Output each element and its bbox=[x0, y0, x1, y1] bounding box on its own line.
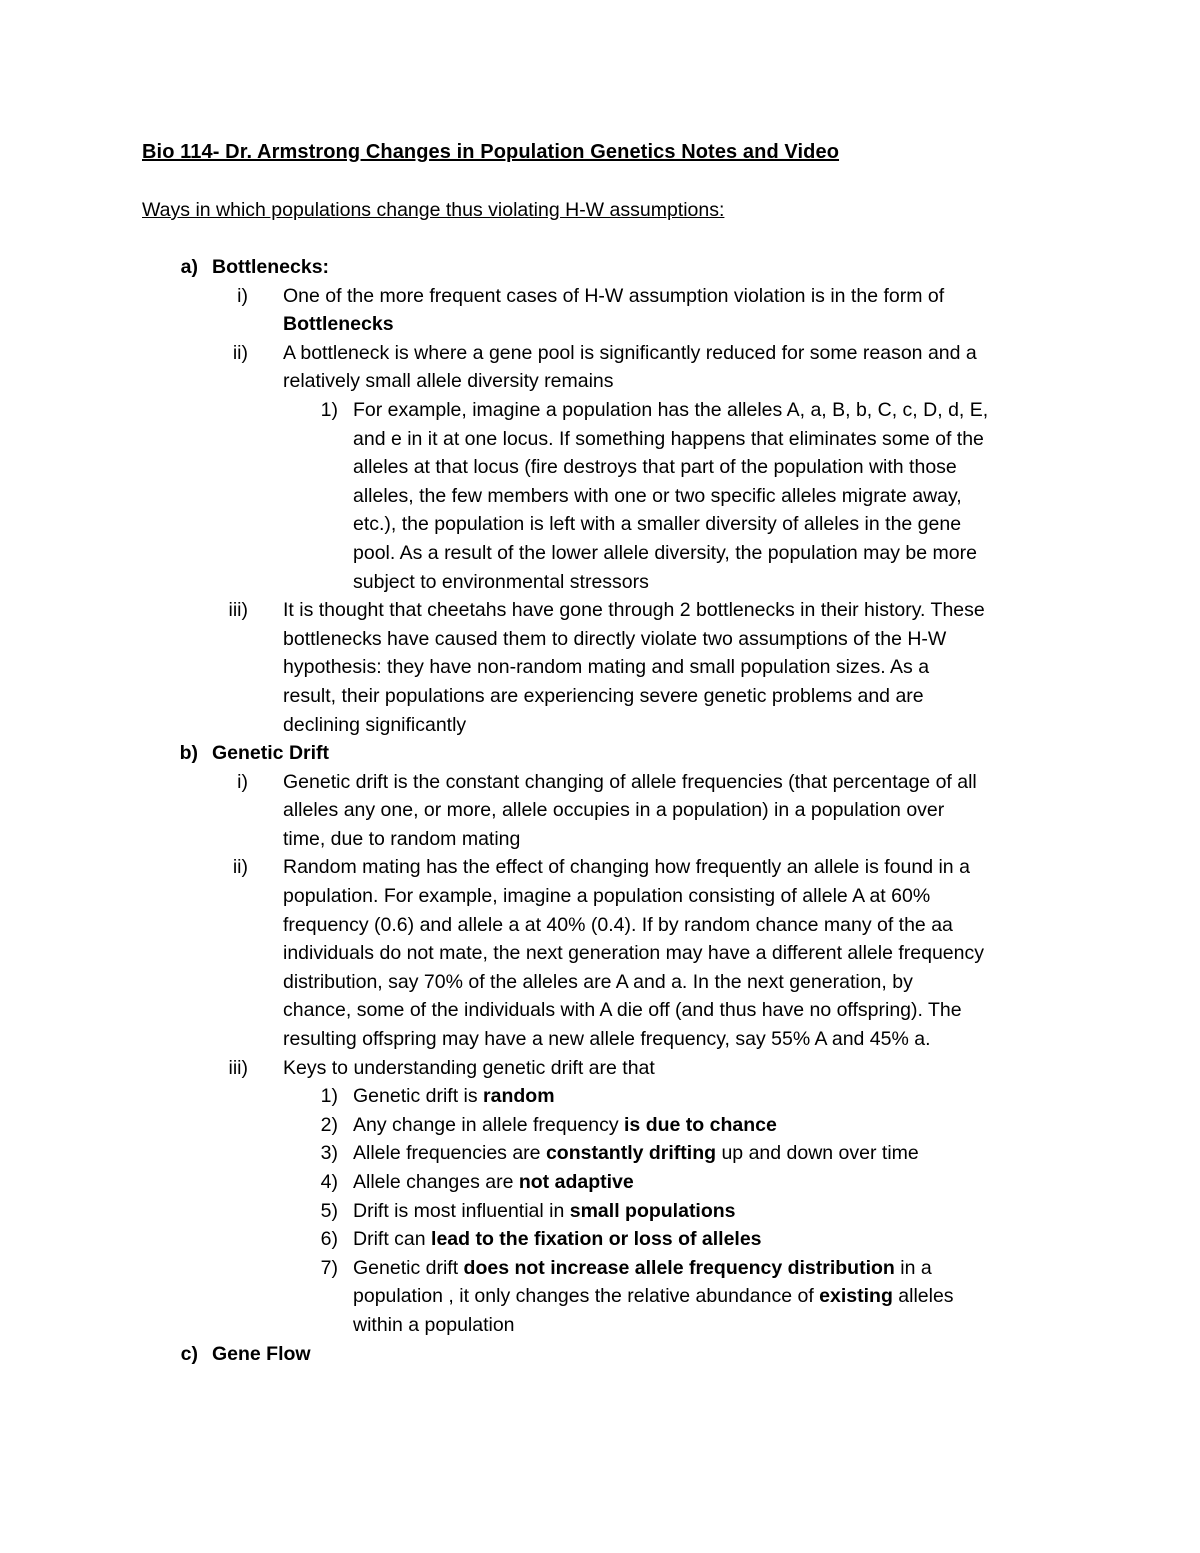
list-text: alleles any one, or more, allele occupies in a population) in a population over bbox=[283, 799, 945, 822]
list-item-continuation bbox=[0, 968, 1200, 997]
section-marker: b) bbox=[179, 742, 198, 765]
list-item bbox=[0, 339, 1200, 368]
key-item bbox=[0, 1111, 1200, 1140]
key-text: within a population bbox=[353, 1313, 515, 1336]
key-text-pre: Drift is most influential in bbox=[353, 1199, 570, 1222]
key-text-pre: Genetic drift bbox=[353, 1256, 464, 1279]
list-text: time, due to random mating bbox=[283, 827, 521, 850]
section-marker: a) bbox=[180, 256, 198, 278]
key-text bbox=[353, 1168, 634, 1197]
list-text: alleles at that locus (fire destroys that part of the population with those bbox=[353, 456, 957, 479]
list-text: individuals do not mate, the next generation may have a different allele frequency bbox=[283, 942, 985, 965]
key-text bbox=[353, 1197, 736, 1226]
list-text: subject to environmental stressors bbox=[353, 570, 649, 593]
key-text-pre: Allele frequencies are bbox=[353, 1142, 546, 1165]
list-text: A bottleneck is where a gene pool is significantly reduced for some reason and a bbox=[283, 341, 977, 364]
key-text bbox=[353, 1282, 954, 1311]
list-text: resulting offspring may have a new allele frequency, say 55% A and 45% a. bbox=[283, 1028, 931, 1051]
list-text: declining significantly bbox=[283, 713, 467, 736]
list-marker: 7) bbox=[320, 1256, 338, 1279]
list-item-continuation bbox=[0, 939, 1200, 968]
list-item-continuation bbox=[0, 996, 1200, 1025]
list-item bbox=[0, 1054, 1200, 1083]
list-item-continuation bbox=[0, 367, 1200, 396]
key-text-bold: not adaptive bbox=[518, 1171, 634, 1193]
key-text-pre: population , it only changes the relative abundance of bbox=[353, 1285, 820, 1308]
list-item-continuation bbox=[0, 682, 1200, 711]
list-marker: 4) bbox=[320, 1171, 338, 1193]
list-marker: iii) bbox=[228, 1056, 248, 1079]
list-marker: ii) bbox=[232, 341, 248, 364]
bold-term: Bottlenecks bbox=[283, 313, 394, 336]
list-item-continuation bbox=[0, 453, 1200, 482]
list-text: bottlenecks have caused them to directly violate two assumptions of the H-W bbox=[283, 627, 947, 650]
list-text: relatively small allele diversity remains bbox=[283, 370, 614, 393]
key-item bbox=[0, 1254, 1200, 1283]
list-item bbox=[0, 853, 1200, 882]
key-text-post: alleles bbox=[892, 1285, 954, 1308]
key-text-pre: Drift can bbox=[353, 1228, 432, 1251]
key-item bbox=[0, 1139, 1200, 1168]
list-item-continuation bbox=[0, 796, 1200, 825]
key-text bbox=[353, 1111, 777, 1140]
key-text-post: in a bbox=[894, 1256, 932, 1279]
list-item bbox=[0, 282, 1200, 311]
list-text: For example, imagine a population has the alleles A, a, B, b, C, c, D, d, E, bbox=[353, 398, 989, 421]
list-marker: 1) bbox=[320, 1085, 338, 1108]
list-item bbox=[0, 768, 1200, 797]
list-text: chance, some of the individuals with A die off (and thus have no offspring). The bbox=[283, 999, 962, 1022]
key-text bbox=[353, 1082, 555, 1111]
key-text-bold: constantly drifting bbox=[545, 1142, 717, 1165]
list-text: frequency (0.6) and allele a at 40% (0.4). If by random chance many of the aa bbox=[283, 913, 953, 936]
list-item bbox=[0, 396, 1200, 425]
list-item-continuation bbox=[0, 539, 1200, 568]
key-text-bold: existing bbox=[819, 1285, 893, 1308]
list-text: etc.), the population is left with a smaller diversity of alleles in the gene bbox=[353, 513, 962, 536]
list-text: hypothesis: they have non-random mating and small population sizes. As a bbox=[283, 656, 930, 679]
list-marker: i) bbox=[237, 770, 248, 793]
section-b-heading bbox=[0, 739, 1200, 768]
key-item bbox=[0, 1197, 1200, 1226]
list-item-continuation bbox=[0, 711, 1200, 740]
list-marker: iii) bbox=[228, 599, 248, 622]
list-text: Genetic drift is the constant changing of allele frequencies (that percentage of all bbox=[283, 770, 977, 793]
list-marker: i) bbox=[237, 284, 248, 307]
list-item-continuation bbox=[0, 568, 1200, 597]
key-text-bold: is due to chance bbox=[624, 1113, 777, 1136]
key-item-continuation bbox=[0, 1282, 1200, 1311]
list-item-continuation bbox=[0, 310, 1200, 339]
list-text: It is thought that cheetahs have gone through 2 bottlenecks in their history. These bbox=[283, 599, 985, 622]
list-item-continuation bbox=[0, 911, 1200, 940]
list-text: Keys to understanding genetic drift are that bbox=[283, 1056, 655, 1079]
key-item bbox=[0, 1082, 1200, 1111]
list-marker: 6) bbox=[320, 1228, 338, 1251]
list-text: and e in it at one locus. If something happens that eliminates some of the bbox=[353, 427, 984, 450]
document-title: Bio 114- Dr. Armstrong Changes in Population Genetics Notes and Video bbox=[142, 141, 840, 163]
section-a-heading bbox=[0, 253, 1200, 282]
list-marker: 1) bbox=[320, 398, 338, 421]
key-text bbox=[353, 1139, 919, 1168]
list-item-continuation bbox=[0, 510, 1200, 539]
list-item-continuation bbox=[0, 825, 1200, 854]
list-text: population. For example, imagine a population consisting of allele A at 60% bbox=[283, 885, 931, 908]
key-text-bold: small populations bbox=[569, 1199, 736, 1222]
key-item bbox=[0, 1168, 1200, 1197]
list-item-continuation bbox=[0, 482, 1200, 511]
key-item bbox=[0, 1225, 1200, 1254]
list-marker: 3) bbox=[320, 1142, 338, 1165]
key-text-bold: lead to the fixation or loss of alleles bbox=[431, 1228, 762, 1251]
list-item-continuation bbox=[0, 425, 1200, 454]
key-item-continuation bbox=[0, 1311, 1200, 1340]
list-marker: 2) bbox=[320, 1113, 338, 1136]
list-item-continuation bbox=[0, 653, 1200, 682]
section-marker: c) bbox=[180, 1342, 198, 1365]
list-marker: ii) bbox=[232, 856, 248, 879]
list-text: result, their populations are experiencing severe genetic problems and are bbox=[283, 684, 924, 707]
list-text: Random mating has the effect of changing how frequently an allele is found in a bbox=[283, 856, 970, 879]
key-text bbox=[353, 1225, 762, 1254]
list-item-continuation bbox=[0, 625, 1200, 654]
document-subtitle: Ways in which populations change thus violating H-W assumptions: bbox=[142, 199, 725, 221]
key-text bbox=[353, 1254, 932, 1283]
list-item-continuation bbox=[0, 882, 1200, 911]
key-text-post: up and down over time bbox=[716, 1142, 919, 1165]
list-text: alleles, the few members with one or two specific alleles migrate away, bbox=[353, 484, 962, 507]
key-text-bold: does not increase allele frequency distribution bbox=[463, 1256, 895, 1279]
section-heading: Gene Flow bbox=[212, 1342, 311, 1365]
list-text: pool. As a result of the lower allele diversity, the population may be more bbox=[353, 541, 977, 564]
section-heading: Genetic Drift bbox=[212, 742, 330, 765]
list-item-continuation bbox=[0, 1025, 1200, 1054]
section-c-heading bbox=[0, 1340, 1200, 1369]
list-text: distribution, say 70% of the alleles are A and a. In the next generation, by bbox=[283, 970, 913, 993]
key-text-pre: Genetic drift is bbox=[353, 1085, 484, 1108]
document-body bbox=[0, 253, 1200, 1368]
key-text-pre: Any change in allele frequency bbox=[353, 1113, 625, 1136]
list-marker: 5) bbox=[320, 1199, 338, 1222]
key-text-bold: random bbox=[483, 1085, 555, 1108]
list-item bbox=[0, 596, 1200, 625]
section-heading: Bottlenecks: bbox=[212, 256, 330, 278]
list-text: One of the more frequent cases of H-W assumption violation is in the form of bbox=[283, 284, 945, 307]
key-text-pre: Allele changes are bbox=[353, 1171, 519, 1193]
